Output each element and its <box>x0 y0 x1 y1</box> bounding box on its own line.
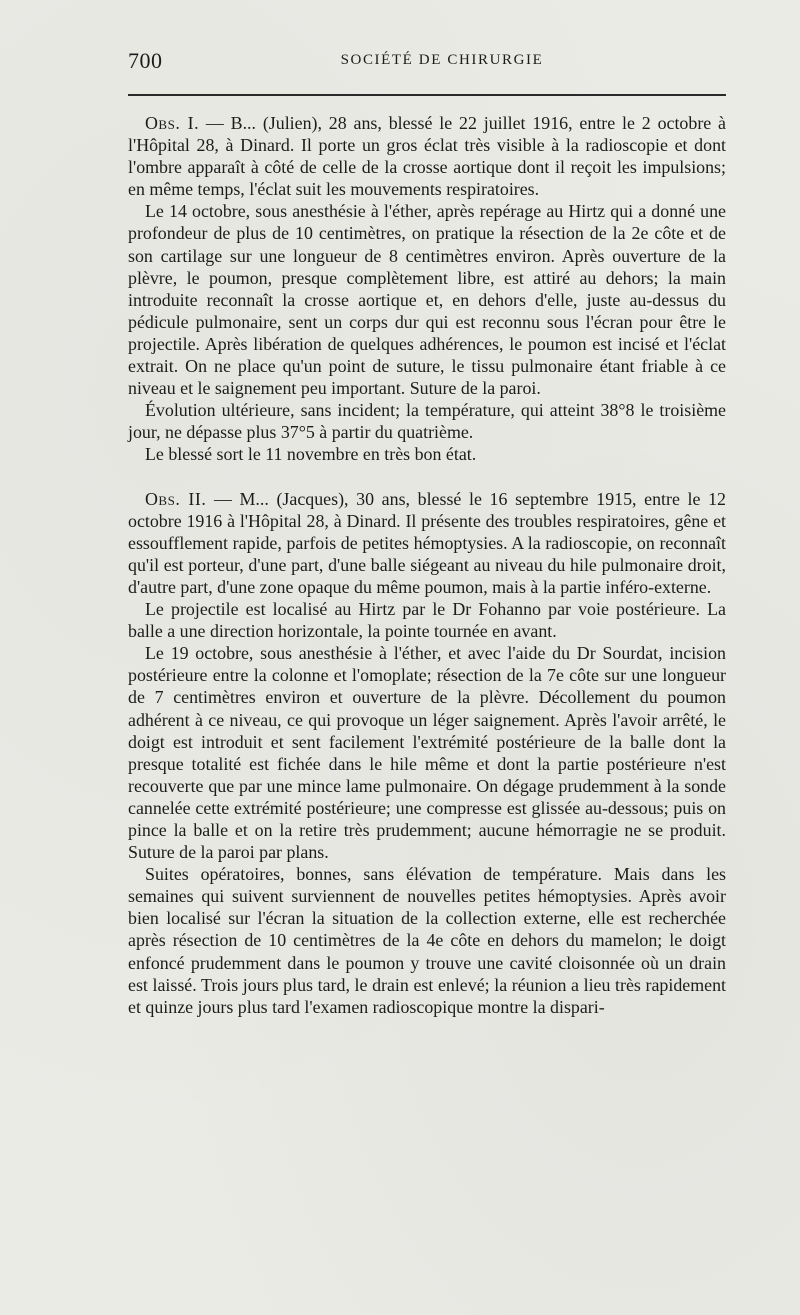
journal-title: SOCIÉTÉ DE CHIRURGIE <box>340 52 544 68</box>
paragraph-discharge-1: Le blessé sort le 11 novembre en très bon état. <box>145 444 477 465</box>
paragraph-localisation-2: Le projectile est localisé au Hirtz par le Dr Fohanno par voie postérieure. La balle a une direction horizontale, la pointe tournée en avant. <box>128 599 726 642</box>
running-header <box>128 48 726 78</box>
header-rule <box>128 94 726 96</box>
paragraph-evolution-1: Évolution ultérieure, sans incident; la température, qui atteint 38°8 le troisième jour, ne dépasse plus 37°5 à partir du quatrième. <box>128 400 726 443</box>
article-body <box>128 112 726 1018</box>
page-number: 700 <box>128 48 163 73</box>
paragraph-operation-2: Le 19 octobre, sous anesthésie à l'éther, et avec l'aide du Dr Sourdat, incision postérieure entre la colonne et l'omoplate; résection de la 7e côte sur une longueur de 7 centimètres environ et ouverture de la plèvre. Décollement du poumon adhérent à ce niveau, ce qui provoque un léger saignement. Après l'avoir arrêté, le doigt est introduit et sent facilement l'extrémité postérieure de la balle dont la presque totalité est fichée dans le hile même et dont la partie postérieure n'est recouverte que par une mince lame pulmonaire. On dégage prudemment à la sonde cannelée cette extrémité postérieure; une compresse est glissée au-dessous; puis on pince la balle et on la retire très prudemment; aucune hémorragie ne se produit. Suture de la paroi par plans. <box>128 643 726 863</box>
paragraph-operation-1: Le 14 octobre, sous anesthésie à l'éther, après repérage au Hirtz qui a donné une profondeur de plus de 10 centimètres, on pratique la résection de la 2e côte et de son cartilage sur une longueur de 8 centimètres environ. Après ouverture de la plèvre, le poumon, presque complètement libre, est attiré au dehors; la main introduite reconnaît la crosse aortique et, en dehors d'elle, juste au-dessus du pédicule pulmonaire, sent un corps dur qui est reconnu sous l'écran pour être le projectile. Après libération de quelques adhérences, le poumon est incisé et l'éclat extrait. On ne place qu'un point de suture, le tissu pulmonaire étant friable à ce niveau et le saignement peu important. Suture de la paroi. <box>128 201 726 399</box>
paragraph-obs-2 <box>128 488 726 598</box>
paragraph-obs-1 <box>128 112 726 200</box>
observation-label: Obs. I. <box>145 113 200 133</box>
paragraph-text: — B... (Julien), 28 ans, blessé le 22 juillet 1916, entre le 2 octobre à l'Hôpital 28, à Dinard. Il porte un gros éclat très visible à la radioscopie et dont l'ombre apparaît à côté de celle de la crosse aortique dont il reçoit les impulsions; en même temps, l'éclat suit les mouvements respiratoires. <box>128 113 726 200</box>
paragraph-text: — M... (Jacques), 30 ans, blessé le 16 septembre 1915, entre le 12 octobre 1916 à l'Hôpital 28, à Dinard. Il présente des troubles respiratoires, gêne et essoufflement rapide, parfois de petites hémoptysies. A la radioscopie, on reconnaît qu'il est porteur, d'une part, d'une balle siégeant au niveau du hile pulmonaire droit, d'autre part, d'une zone opaque du même poumon, mais à la partie inféro-externe. <box>128 488 727 597</box>
observation-label: Obs. II. <box>145 488 207 509</box>
paragraph-aftermath-2: Suites opératoires, bonnes, sans élévation de température. Mais dans les semaines qui suivent surviennent de nouvelles petites hémoptysies. Après avoir bien localisé sur l'écran la situation de la collection externe, elle est recherchée après résection de 10 centimètres de la 4e côte en dehors du mamelon; le doigt enfoncé prudemment dans le poumon y trouve une cavité cloisonnée où un drain est laissé. Trois jours plus tard, le drain est enlevé; la réunion a lieu très rapidement et quinze jours plus tard l'examen radioscopique montre la dispari- <box>128 864 726 1017</box>
